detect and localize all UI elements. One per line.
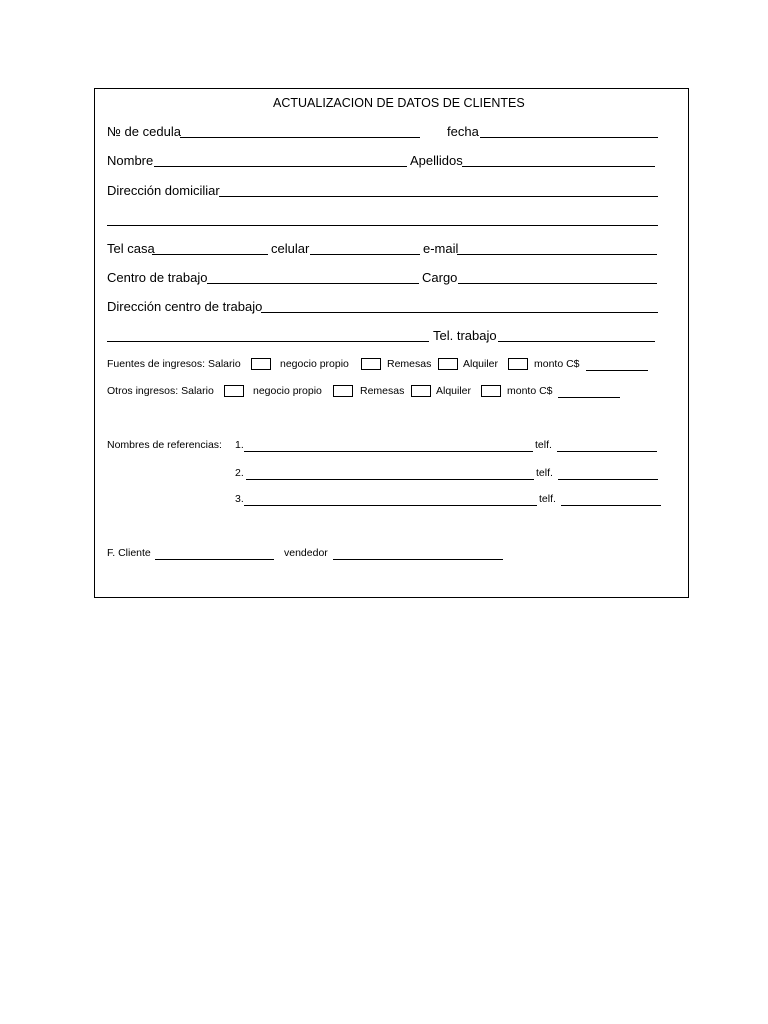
referencia-3-telf-field[interactable] <box>561 505 661 506</box>
cedula-field[interactable] <box>180 137 420 138</box>
direccion-centro-field-line-2[interactable] <box>107 341 429 342</box>
cedula-label: № de cedula <box>107 124 181 139</box>
referencia-3-number: 3. <box>235 493 244 505</box>
email-field[interactable] <box>457 254 657 255</box>
otros-remesas-checkbox[interactable] <box>411 385 431 397</box>
fuentes-monto-label: monto C$ <box>534 358 580 370</box>
fuentes-label: Fuentes de ingresos: Salario <box>107 358 241 370</box>
referencia-2-telf-field[interactable] <box>558 479 658 480</box>
celular-label: celular <box>271 241 310 256</box>
direccion-field[interactable] <box>219 196 658 197</box>
direccion-label: Dirección domiciliar <box>107 183 220 198</box>
otros-monto-field[interactable] <box>558 397 620 398</box>
referencia-1-telf-field[interactable] <box>557 451 657 452</box>
apellidos-field[interactable] <box>462 166 655 167</box>
otros-alquiler-checkbox[interactable] <box>481 385 501 397</box>
tel-casa-label: Tel casa <box>107 241 155 256</box>
celular-field[interactable] <box>310 254 420 255</box>
email-label: e-mail <box>423 241 459 256</box>
fuentes-alquiler-label: Alquiler <box>463 358 499 370</box>
fecha-field[interactable] <box>480 137 658 138</box>
otros-alquiler-label: Alquiler <box>436 385 472 397</box>
apellidos-label: Apellidos <box>410 153 463 168</box>
referencia-1-number: 1. <box>235 439 244 451</box>
otros-remesas-label: Remesas <box>360 385 405 397</box>
otros-label: Otros ingresos: Salario <box>107 385 214 397</box>
f-cliente-label: F. Cliente <box>107 547 151 559</box>
referencia-1-telf-label: telf. <box>535 439 552 451</box>
direccion-centro-label: Dirección centro de trabajo <box>107 299 263 314</box>
direccion-field-line-2[interactable] <box>107 225 658 226</box>
tel-trabajo-field[interactable] <box>498 341 655 342</box>
fecha-label: fecha <box>447 124 479 139</box>
direccion-centro-field[interactable] <box>261 312 658 313</box>
referencia-1-name-field[interactable] <box>244 451 533 452</box>
otros-negocio-checkbox[interactable] <box>333 385 353 397</box>
referencia-2-name-field[interactable] <box>246 479 534 480</box>
tel-casa-field[interactable] <box>152 254 268 255</box>
otros-monto-label: monto C$ <box>507 385 553 397</box>
nombre-field[interactable] <box>154 166 407 167</box>
fuentes-negocio-checkbox[interactable] <box>361 358 381 370</box>
vendedor-field[interactable] <box>333 559 503 560</box>
referencia-3-telf-label: telf. <box>539 493 556 505</box>
cargo-field[interactable] <box>458 283 657 284</box>
referencia-2-telf-label: telf. <box>536 467 553 479</box>
fuentes-remesas-checkbox[interactable] <box>438 358 458 370</box>
otros-salario-checkbox[interactable] <box>224 385 244 397</box>
form-title: ACTUALIZACION DE DATOS DE CLIENTES <box>273 96 525 110</box>
vendedor-label: vendedor <box>284 547 328 559</box>
form-box <box>94 88 689 598</box>
otros-negocio-label: negocio propio <box>253 385 322 397</box>
fuentes-salario-checkbox[interactable] <box>251 358 271 370</box>
referencias-label: Nombres de referencias: <box>107 439 222 451</box>
nombre-label: Nombre <box>107 153 154 168</box>
tel-trabajo-label: Tel. trabajo <box>433 328 497 343</box>
fuentes-remesas-label: Remesas <box>387 358 432 370</box>
centro-field[interactable] <box>207 283 419 284</box>
fuentes-monto-field[interactable] <box>586 370 648 371</box>
centro-label: Centro de trabajo <box>107 270 208 285</box>
referencia-2-number: 2. <box>235 467 244 479</box>
f-cliente-field[interactable] <box>155 559 274 560</box>
cargo-label: Cargo <box>422 270 458 285</box>
fuentes-alquiler-checkbox[interactable] <box>508 358 528 370</box>
fuentes-negocio-label: negocio propio <box>280 358 349 370</box>
referencia-3-name-field[interactable] <box>244 505 537 506</box>
